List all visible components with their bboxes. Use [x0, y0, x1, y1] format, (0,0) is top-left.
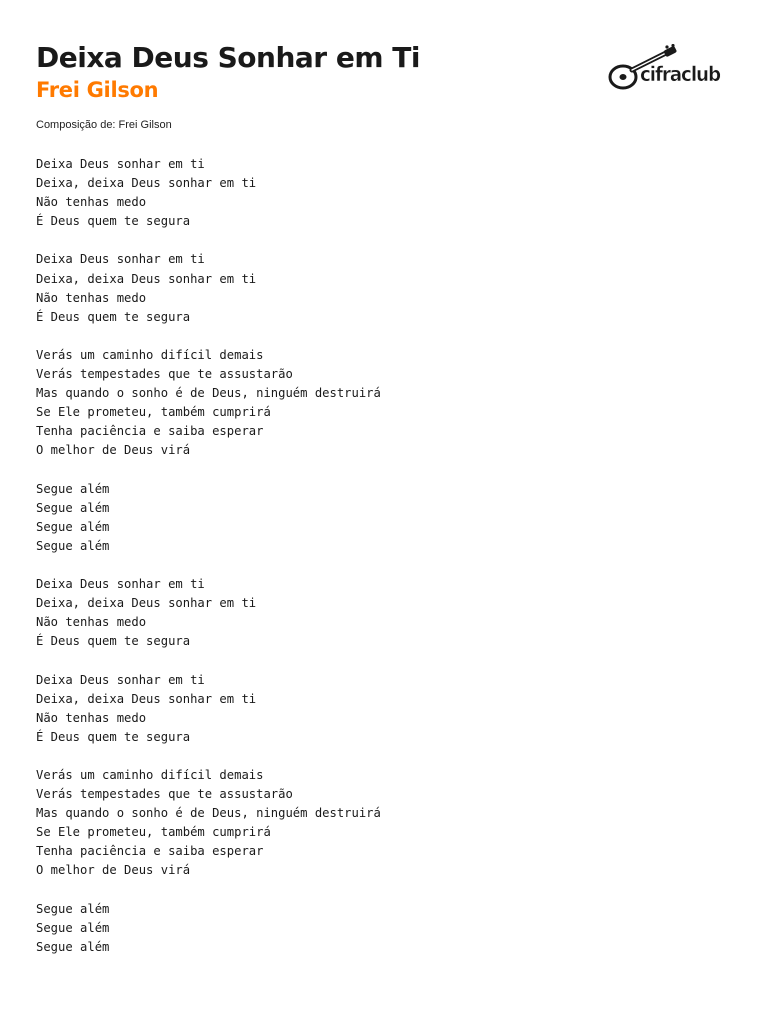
lyric-line: Não tenhas medo	[36, 195, 147, 210]
lyrics-stanza	[36, 671, 736, 747]
lyric-line: É Deus quem te segura	[36, 729, 191, 744]
lyric-line: Tenha paciência e saiba esperar	[36, 424, 264, 439]
song-title: Deixa Deus Sonhar em Ti	[36, 41, 420, 74]
composer-credit: Composição de: Frei Gilson	[36, 119, 172, 131]
lyric-line: Verás um caminho difícil demais	[36, 768, 264, 782]
lyric-line: Não tenhas medo	[36, 615, 147, 630]
lyric-line: Deixa, deixa Deus sonhar em ti	[36, 691, 257, 706]
lyrics-stanza	[36, 155, 736, 231]
lyric-line: Segue além	[36, 538, 110, 553]
lyrics-stanza	[36, 346, 736, 461]
lyrics-stanza	[36, 480, 736, 556]
lyric-line: O melhor de Deus virá	[36, 443, 191, 458]
lyric-line: Se Ele prometeu, também cumprirá	[36, 825, 271, 840]
lyrics-body	[36, 155, 736, 976]
song-header	[36, 40, 596, 104]
lyric-line: Verás tempestades que te assustarão	[36, 787, 293, 802]
lyric-line: Deixa Deus sonhar em ti	[36, 577, 205, 592]
lyric-line: Segue além	[36, 939, 110, 954]
lyric-line: Verás tempestades que te assustarão	[36, 367, 293, 382]
lyric-line: Deixa, deixa Deus sonhar em ti	[36, 176, 257, 191]
lyric-line: Deixa, deixa Deus sonhar em ti	[36, 271, 257, 286]
lyrics-stanza	[36, 250, 736, 326]
lyric-line: Mas quando o sonho é de Deus, ninguém destruirá	[36, 806, 381, 821]
lyric-line: Deixa Deus sonhar em ti	[36, 252, 205, 267]
lyric-line: Verás um caminho difícil demais	[36, 347, 264, 362]
lyric-line: Deixa Deus sonhar em ti	[36, 672, 205, 687]
lyric-line: É Deus quem te segura	[36, 309, 191, 324]
lyric-line: Segue além	[36, 481, 110, 496]
lyric-line: Deixa, deixa Deus sonhar em ti	[36, 596, 257, 611]
lyric-line: É Deus quem te segura	[36, 214, 191, 229]
lyric-line: Deixa Deus sonhar em ti	[36, 157, 205, 171]
lyric-line: Segue além	[36, 901, 110, 916]
lyric-line: Tenha paciência e saiba esperar	[36, 844, 264, 859]
lyric-line: O melhor de Deus virá	[36, 863, 191, 878]
lyric-line: Segue além	[36, 519, 110, 534]
lyrics-stanza	[36, 575, 736, 651]
lyrics-stanza	[36, 900, 736, 957]
artist-name: Frei Gilson	[36, 78, 159, 102]
lyric-line: Mas quando o sonho é de Deus, ninguém destruirá	[36, 386, 381, 401]
logo-wordmark: cifraclub	[640, 62, 721, 86]
lyrics-stanza	[36, 766, 736, 881]
lyric-line: É Deus quem te segura	[36, 634, 191, 649]
cifraclub-logo	[606, 44, 724, 96]
lyric-line: Se Ele prometeu, também cumprirá	[36, 405, 271, 420]
lyric-line: Não tenhas medo	[36, 710, 147, 725]
lyric-line: Segue além	[36, 500, 110, 515]
lyric-line: Não tenhas medo	[36, 290, 147, 305]
lyric-line: Segue além	[36, 920, 110, 935]
